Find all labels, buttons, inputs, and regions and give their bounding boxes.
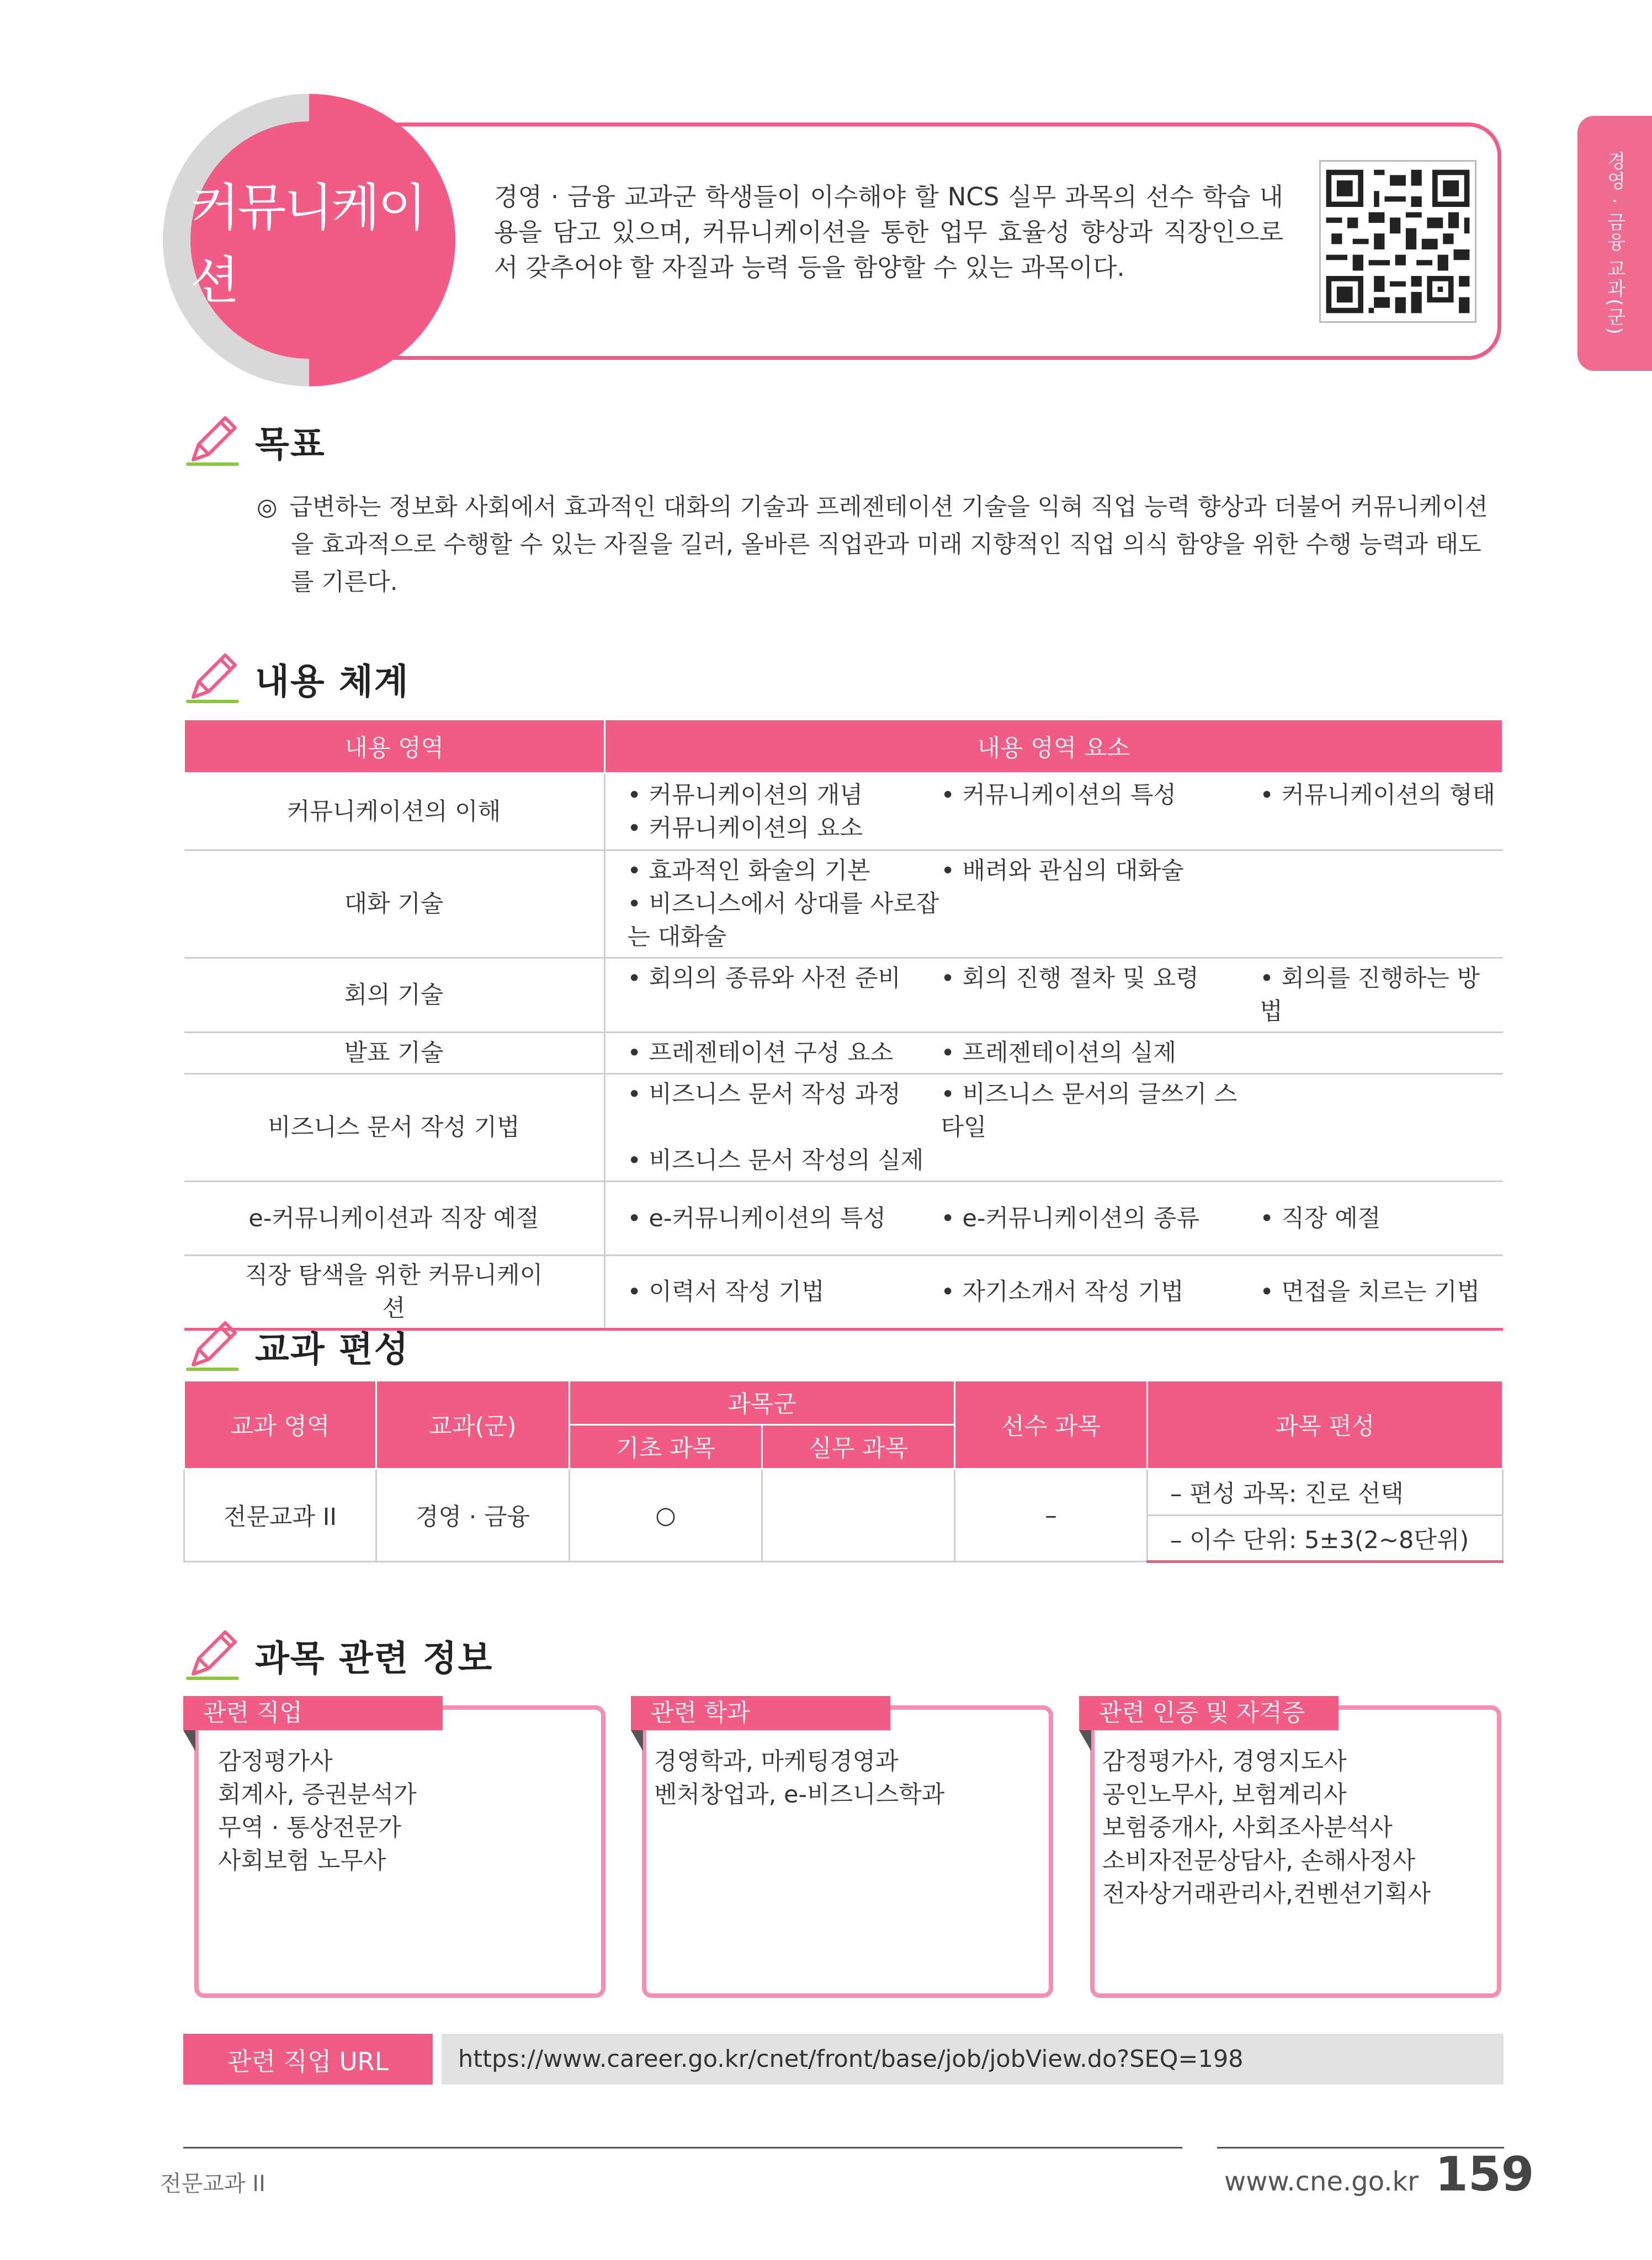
goal-heading: 목표 [255, 424, 326, 465]
footer-site[interactable]: www.cne.go.kr [1224, 2166, 1419, 2197]
composition-heading: 교과 편성 [255, 1330, 410, 1370]
footer-divider [183, 2147, 1182, 2149]
list-item: 사회보험 노무사 [218, 1847, 386, 1875]
content-heading-row [182, 648, 410, 709]
content-elements-cell [604, 1033, 1503, 1074]
list-item: 회계사, 증권분석가 [218, 1781, 417, 1809]
table-row [184, 1033, 1503, 1074]
subject-circle [190, 121, 428, 359]
content-area-cell: e-커뮤니케이션과 직장 예절 [184, 1182, 605, 1256]
list-item: 경영학과, 마케팅경영과 [654, 1748, 899, 1775]
page-number: 159 [1435, 2147, 1534, 2202]
label-fold [183, 1730, 195, 1751]
th-prerequisite: 선수 과목 [955, 1381, 1148, 1469]
side-tab-label: 경영 · 금융 교과(군) [1603, 151, 1626, 336]
table-row [184, 1074, 1503, 1182]
td-subject-group: 경영 · 금융 [376, 1469, 570, 1562]
list-item: 소비자전문상담사, 손해사정사 [1102, 1847, 1416, 1875]
related-heading: 과목 관련 정보 [255, 1639, 493, 1679]
related-depts-label: 관련 학과 [631, 1696, 890, 1730]
th-course-group: 과목군 [570, 1381, 955, 1425]
element-item: • 효과적인 화술의 기본 [627, 857, 870, 885]
element-line [628, 779, 1503, 812]
element-item: • 자기소개서 작성 기법 [941, 1278, 1184, 1306]
content-table [183, 720, 1504, 1331]
content-elements-cell [604, 773, 1503, 850]
element-item: • 면접을 치르는 기법 [1260, 1278, 1480, 1306]
element-line [628, 887, 1503, 954]
element-item: • 커뮤니케이션의 형태 [1260, 781, 1496, 809]
th-organization: 과목 편성 [1148, 1381, 1503, 1469]
element-item: • 회의 진행 절차 및 요령 [941, 965, 1199, 992]
th-basic: 기초 과목 [570, 1425, 762, 1469]
list-item: 무역 · 통상전문가 [218, 1814, 401, 1842]
goal-bullet: ◎ [257, 493, 278, 521]
element-line [628, 812, 1503, 845]
element-item: • 프레젠테이션 구성 요소 [627, 1039, 894, 1067]
subject-title: 커뮤니케이션 [190, 178, 425, 310]
element-item: • 커뮤니케이션의 특성 [941, 781, 1177, 809]
intro-text: 경영 · 금융 교과군 학생들이 이수해야 할 NCS 실무 과목의 선수 학습 내용을 담고 있으며, 커뮤니케이션을 통한 업무 효율성 향상과 직장인으로서 갖추어야 할 자질과 능력 등을 함양할 수 있는 과목이다. [494, 182, 1283, 282]
th-area: 교과 영역 [184, 1381, 376, 1469]
label-fold [1079, 1730, 1091, 1751]
table-row [184, 773, 1503, 850]
list-item: 전자상거래관리사,컨벤션기획사 [1102, 1880, 1431, 1908]
element-item: • 커뮤니케이션의 개념 [627, 781, 863, 809]
qr-code-icon[interactable] [1319, 160, 1476, 323]
td-practical [762, 1469, 955, 1562]
td-org-units: – 이수 단위: 5±3(2~8단위) [1148, 1515, 1503, 1562]
td-basic: ○ [570, 1469, 762, 1562]
pencil-icon [182, 1316, 243, 1377]
content-elements-cell [604, 1074, 1503, 1182]
related-depts-list [654, 1745, 944, 1811]
content-elements-cell [604, 1182, 1503, 1256]
pencil-icon [182, 411, 243, 472]
element-item: • 프레젠테이션의 실제 [941, 1039, 1177, 1067]
composition-table [183, 1380, 1504, 1563]
element-line [628, 1202, 1503, 1235]
td-prerequisite: – [955, 1469, 1148, 1562]
list-item: 보험중개사, 사회조사분석사 [1102, 1814, 1393, 1842]
related-jobs-label: 관련 직업 [183, 1696, 443, 1730]
pencil-icon [182, 648, 243, 709]
element-item: • 배려와 관심의 대화술 [941, 857, 1184, 885]
col-elements: 내용 영역 요소 [604, 720, 1503, 773]
th-practical: 실무 과목 [762, 1425, 955, 1469]
element-item: • e-커뮤니케이션의 종류 [941, 1204, 1200, 1232]
element-item: • 이력서 작성 기법 [627, 1278, 825, 1306]
footer-book-title: 전문교과 II [160, 2171, 265, 2197]
goal-text: 급변하는 정보화 사회에서 효과적인 대화의 기술과 프레젠테이션 기술을 익혀 직업 능력 향상과 더불어 커뮤니케이션을 효과적으로 수행할 수 있는 자질을 길러, 올바른 직업관과 미래 지향적인 직업 의식 함양을 위한 수행 능력과 태도를 기른다. [289, 493, 1488, 596]
element-line [628, 1036, 1503, 1070]
table-row [184, 850, 1503, 958]
list-item: 벤처창업과, e-비즈니스학과 [654, 1781, 945, 1809]
url-label: 관련 직업 URL [183, 2034, 433, 2084]
label-fold [631, 1730, 643, 1751]
content-elements-cell [604, 958, 1503, 1033]
content-area-cell: 비즈니스 문서 작성 기법 [184, 1074, 605, 1182]
td-org-course: – 편성 과목: 진로 선택 [1148, 1469, 1503, 1515]
element-line [628, 1275, 1503, 1309]
content-area-cell: 대화 기술 [184, 850, 605, 958]
related-heading-row [182, 1625, 493, 1686]
content-area-cell: 직장 탐색을 위한 커뮤니케이션 [184, 1256, 605, 1330]
element-item: • 회의를 진행하는 방법 [1260, 965, 1480, 1025]
element-item: • 커뮤니케이션의 요소 [627, 814, 863, 842]
content-elements-cell [604, 850, 1503, 958]
td-area: 전문교과 II [184, 1469, 376, 1562]
content-area-cell: 커뮤니케이션의 이해 [184, 773, 605, 850]
content-elements-cell [604, 1256, 1503, 1330]
list-item: 감정평가사, 경영지도사 [1102, 1748, 1347, 1775]
table-row [184, 1182, 1503, 1256]
content-area-cell: 발표 기술 [184, 1033, 605, 1074]
job-url-link[interactable]: https://www.career.go.kr/cnet/front/base/job/jobView.do?SEQ=198 [442, 2034, 1504, 2084]
element-item: • 직장 예절 [1260, 1204, 1381, 1232]
element-item: • e-커뮤니케이션의 특성 [627, 1204, 886, 1232]
related-jobs-list [218, 1745, 417, 1878]
related-certs-list [1102, 1745, 1431, 1911]
element-item: • 비즈니스에서 상대를 사로잡는 대화술 [627, 890, 939, 951]
element-item: • 비즈니스 문서의 글쓰기 스타일 [941, 1081, 1237, 1141]
element-line [628, 854, 1503, 887]
related-certs-label: 관련 인증 및 자격증 [1079, 1696, 1338, 1730]
list-item: 공인노무사, 보험계리사 [1102, 1781, 1347, 1809]
list-item: 감정평가사 [218, 1748, 333, 1775]
element-item: • 비즈니스 문서 작성 과정 [627, 1081, 901, 1108]
element-item: • 회의의 종류와 사전 준비 [627, 965, 901, 992]
goal-heading-row [182, 411, 326, 472]
side-tab [1577, 116, 1652, 371]
goal-paragraph [257, 488, 1493, 601]
col-area: 내용 영역 [184, 720, 605, 773]
pencil-icon [182, 1625, 243, 1686]
element-line [628, 1144, 1503, 1177]
element-line [628, 1078, 1503, 1144]
content-area-cell: 회의 기술 [184, 958, 605, 1033]
element-line [628, 962, 1503, 1028]
th-subject-group: 교과(군) [376, 1381, 570, 1469]
element-item: • 비즈니스 문서 작성의 실제 [627, 1147, 924, 1174]
table-row [184, 958, 1503, 1033]
composition-heading-row [182, 1316, 410, 1377]
content-heading: 내용 체계 [255, 662, 410, 703]
